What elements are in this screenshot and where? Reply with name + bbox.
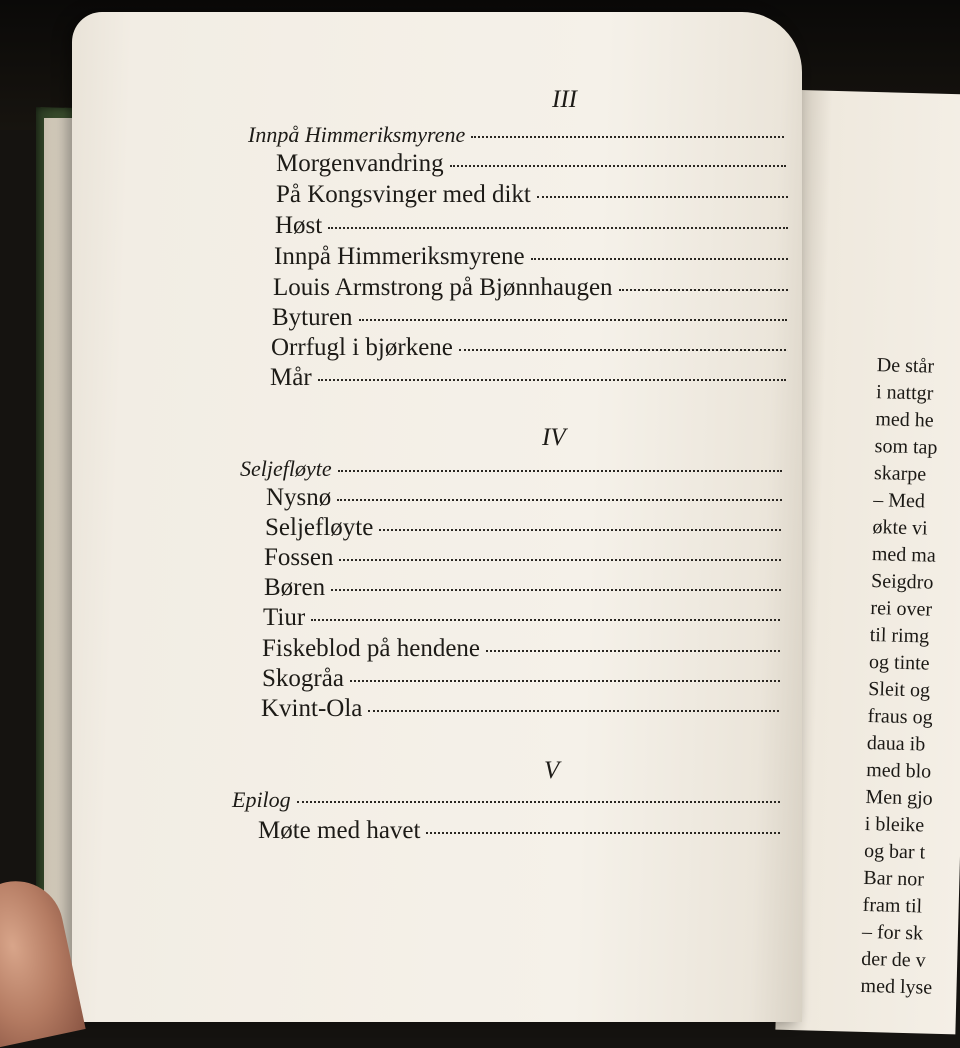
section-numeral: V	[544, 757, 560, 784]
dot-leader	[426, 832, 780, 834]
toc-heading-text: Innpå Himmeriksmyrene	[248, 122, 466, 147]
toc-section-heading	[232, 787, 782, 813]
right-page-line: – Med	[873, 489, 926, 513]
toc-section-heading	[248, 122, 786, 148]
toc-entry-title: Byturen	[272, 304, 353, 331]
toc-entry	[270, 364, 788, 392]
toc-entry	[272, 304, 789, 332]
dot-leader	[337, 499, 782, 501]
toc-entry-title: Seljefløyte	[265, 514, 374, 541]
right-page-line: Bar nor	[863, 866, 925, 891]
dot-leader	[297, 801, 780, 803]
right-page-line: – for sk	[861, 920, 924, 945]
dot-leader	[318, 379, 786, 381]
toc-section-heading	[240, 456, 784, 482]
dot-leader	[311, 619, 780, 621]
dot-leader	[338, 470, 782, 472]
toc-entry	[273, 274, 790, 302]
toc-entry	[261, 695, 781, 723]
right-page-line: og bar t	[863, 839, 926, 864]
right-page-line: De står	[876, 354, 935, 378]
right-page-line: med ma	[871, 543, 937, 567]
toc-entry-title: Børen	[264, 574, 326, 601]
toc-entry	[264, 574, 783, 602]
section-numeral: IV	[542, 424, 566, 451]
right-page	[775, 90, 960, 1034]
dot-leader	[331, 589, 781, 591]
toc-entry-title: Fiskeblod på hendene	[262, 635, 481, 662]
toc-entry	[263, 604, 782, 632]
toc-entry	[274, 243, 790, 271]
toc-entry-title: Høst	[275, 212, 323, 239]
toc-entry-title: Innpå Himmeriksmyrene	[274, 243, 525, 270]
dot-leader	[537, 196, 788, 198]
dot-leader	[379, 529, 781, 531]
dot-leader	[339, 559, 781, 561]
toc-entry-title: Mår	[270, 364, 312, 391]
dot-leader	[619, 289, 788, 291]
toc-entry-title: På Kongsvinger med dikt	[276, 181, 531, 208]
toc-entry	[264, 544, 783, 572]
dot-leader	[471, 136, 784, 138]
left-page-table-of-contents	[72, 12, 802, 1022]
toc-entry-title: Fossen	[264, 544, 334, 571]
toc-entry	[262, 635, 782, 663]
dot-leader	[531, 258, 788, 260]
toc-entry-title: Louis Armstrong på Bjønnhaugen	[273, 274, 613, 301]
toc-entry	[265, 514, 783, 542]
toc-entry	[266, 484, 784, 512]
toc-heading-text: Epilog	[232, 787, 291, 812]
right-page-line: som tap	[874, 435, 938, 459]
right-page-line: med blo	[865, 758, 932, 783]
right-page-line: i bleike	[864, 812, 925, 837]
right-page-line: fraus og	[867, 704, 933, 729]
dot-leader	[359, 319, 787, 321]
dot-leader	[350, 680, 780, 682]
toc-entry-title: Tiur	[263, 604, 306, 631]
toc-entry	[276, 181, 790, 209]
toc-heading-text: Seljefløyte	[240, 456, 332, 481]
right-page-line: Seigdro	[870, 570, 934, 594]
toc-entry	[276, 150, 788, 178]
dot-leader	[368, 710, 779, 712]
toc-entry	[275, 212, 790, 240]
toc-entry-title: Møte med havet	[258, 817, 421, 844]
toc-entry	[258, 817, 782, 845]
right-page-line: der de v	[860, 947, 926, 972]
right-page-line: fram til	[862, 893, 923, 918]
right-page-line: og tinte	[868, 651, 930, 675]
toc-entry-title: Morgenvandring	[276, 150, 444, 177]
right-page-line: Men gjo	[865, 785, 934, 810]
right-page-line: daua ib	[866, 731, 926, 756]
toc-entry-title: Nysnø	[266, 484, 332, 511]
section-numeral: III	[552, 86, 577, 113]
dot-leader	[328, 227, 788, 229]
dot-leader	[459, 349, 786, 351]
right-page-line: i nattgr	[875, 381, 934, 405]
dot-leader	[486, 650, 780, 652]
right-page-line: med he	[875, 408, 934, 432]
toc-entry	[262, 665, 782, 693]
toc-entry-title: Orrfugl i bjørkene	[271, 334, 453, 361]
toc-entry-title: Kvint-Ola	[261, 695, 363, 722]
right-page-line: Sleit og	[868, 677, 931, 702]
right-page-line: rei over	[870, 597, 933, 621]
right-page-line: økte vi	[872, 516, 928, 540]
toc-entry	[271, 334, 788, 362]
right-page-line: til rimg	[869, 624, 930, 648]
right-page-line: skarpe	[873, 462, 927, 486]
dot-leader	[450, 165, 786, 167]
right-page-line: med lyse	[860, 974, 933, 999]
toc-entry-title: Skogråa	[262, 665, 344, 692]
